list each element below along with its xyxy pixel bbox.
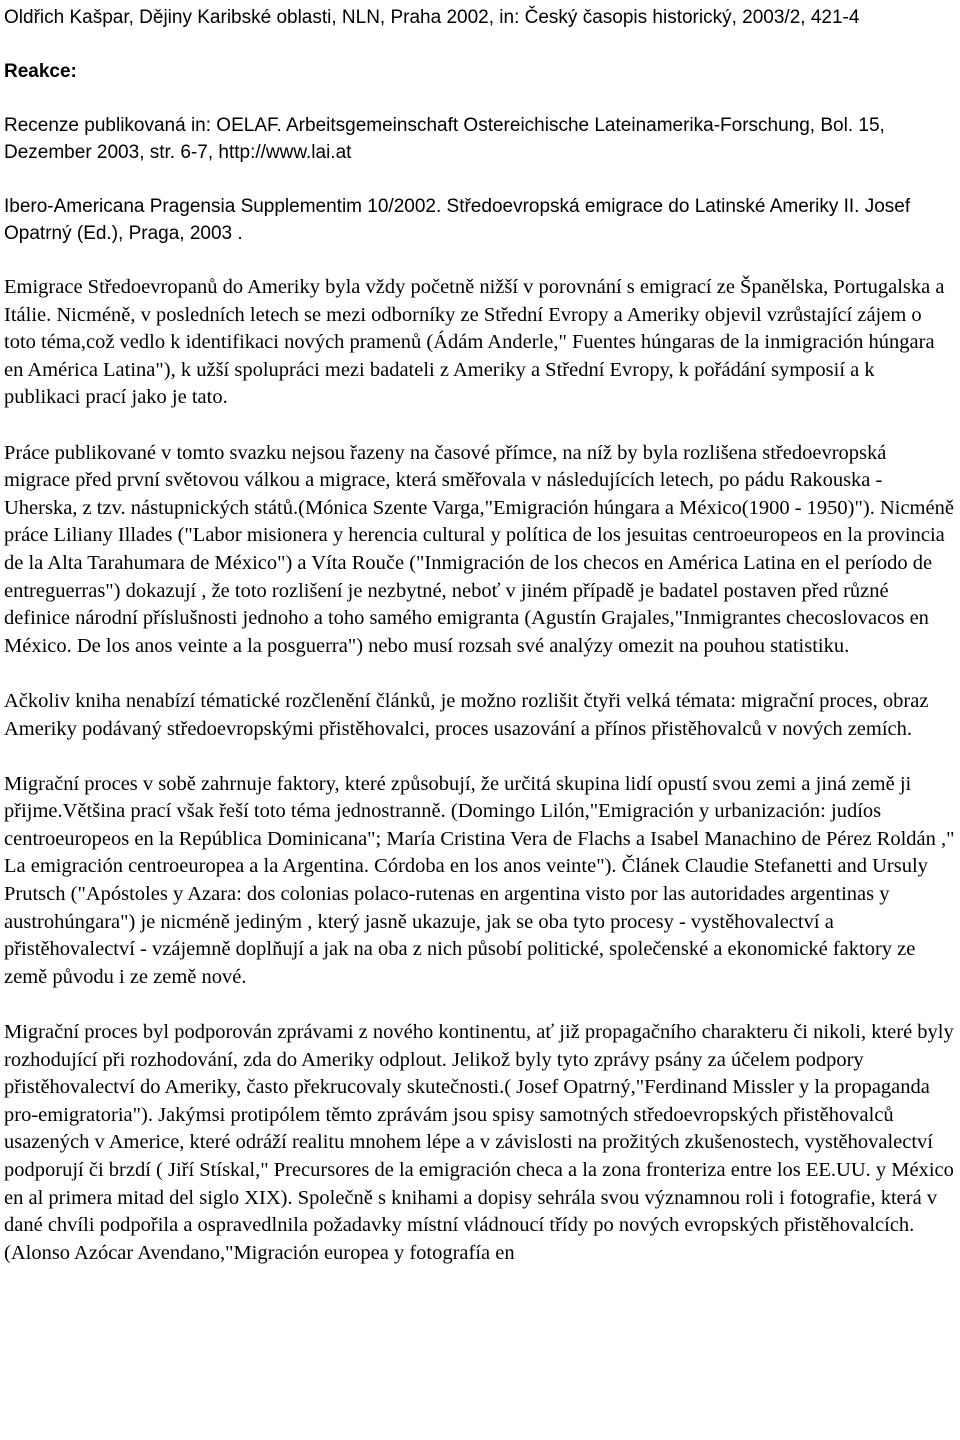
paragraph-4: Migrační proces v sobě zahrnuje faktory, které způsobují, že určitá skupina lidí opustí svou zemi a jiná země ji přijme.Většina prací však řeší toto téma jednostranně. (Domingo Lilón,"Emigración y urbanización: judíos centroeuropeos en la República Dominicana"; María Cristina Vera de Flachs a Isabel Manachino de Pérez Roldán ," La emigración centroeuropea a la Argentina. Córdoba en los anos veinte"). Článek Claudie Stefanetti and Ursuly Prutsch ("Apóstoles y Azara: dos colonias polaco-rutenas en argentina visto por las autoridades argentinas y austrohúngara") je nicméně jediným , který jasně ukazuje, jak se oba tyto procesy - vystěhovalectví a přistěhovalectví - vzájemně doplňují a jak na oba z nich působí politické, společenské a ekonomické faktory ze země původu i ze země nové. [4,772,955,988]
reaction-heading: Reakce: [4,61,77,82]
document-page [4,4,956,1267]
paragraph-2: Práce publikované v tomto svazku nejsou řazeny na časové přímce, na níž by byla rozlišena středoevropská migrace před první světovou válkou a migrace, která směřovala v následujících letech, po pádu Rakouska - Uherska, z tzv. nástupnických států.(Mónica Szente Varga,"Emigración húngara a México(1900 - 1950)"). Nicméně práce Liliany Illades ("Labor misionera y herencia cultural y política de los jesuitas centroeuropeos en la provincia de la Alta Tarahumara de México") a Víta Rouče ("Inmigración de los checos en América Latina en el período de entreguerras") dokazují , že toto rozlišení je nezbytné, neboť v jiném případě je badatel postaven před různé definice národní příslušnosti jednoho a toho samého emigranta (Agustín Grajales,"Inmigrantes checoslovacos en México. De los anos veinte a la posguerra") nebo musí rozsah své analýzy omezit na pouhou statistiku. [4,441,954,657]
review-note: Recenze publikovaná in: OELAF. Arbeitsgemeinschaft Ostereichische Lateinamerika-Forschung, Bol. 15, Dezember 2003, str. 6-7, http://www.lai.at [4,115,885,163]
paragraph-5: Migrační proces byl podporován zprávami z nového kontinentu, ať již propagačního charakteru či nikoli, které byly rozhodující při rozhodování, zda do Ameriky odplout. Jelikož byly tyto zprávy psány za účelem podpory přistěhovalectví do Ameriky, často překrucovaly skutečnosti.( Josef Opatrný,"Ferdinand Missler y la propaganda pro-emigratoria"). Jakýmsi protipólem těmto zprávám jsou spisy samotných středoevropských přistěhovalců usazených v Americe, které odráží realitu mnohem lépe a v závislosti na prožitých zkušenostech, vystěhovalectví podporují či brzdí ( Jiří Stískal," Precursores de la emigración checa a la zona fronteriza entre los EE.UU. y México en al primera mitad del siglo XIX). Společně s knihami a dopisy sehrála svou významnou roli i fotografie, která v dané chvíli podpořila a ospravedlnila požadavky místní vládnoucí třídy po nových evropských přistěhovalcích. (Alonso Azócar Avendano,"Migración europea y fotografía en [4,1021,954,1264]
paragraph-3: Ačkoliv kniha nenabízí tématické rozčlenění článků, je možno rozlišit čtyři velká témata: migrační proces, obraz Ameriky podávaný středoevropskými přistěhovalci, proces usazování a přínos přistěhovalců v nových zemích. [4,689,929,740]
source-reference: Ibero-Americana Pragensia Supplementim 10/2002. Středoevropská emigrace do Latinské Ameriky II. Josef Opatrný (Ed.), Praga, 2003 . [4,196,911,244]
citation-line: Oldřich Kašpar, Dějiny Karibské oblasti, NLN, Praha 2002, in: Český časopis historický, 2003/2, 421-4 [4,7,860,28]
paragraph-1: Emigrace Středoevropanů do Ameriky byla vždy početně nižší v porovnání s emigrací ze Španělska, Portugalska a Itálie. Nicméně, v posledních letech se mezi odborníky ze Střední Evropy a Ameriky objevil vzrůstající zájem o toto téma,což vedlo k identifikaci nových pramenů (Ádám Anderle," Fuentes húngaras de la inmigración húngara en América Latina"), k užší spolupráci mezi badateli z Ameriky a Střední Evropy, k pořádání symposií a k publikaci prací jako je tato. [4,276,945,409]
